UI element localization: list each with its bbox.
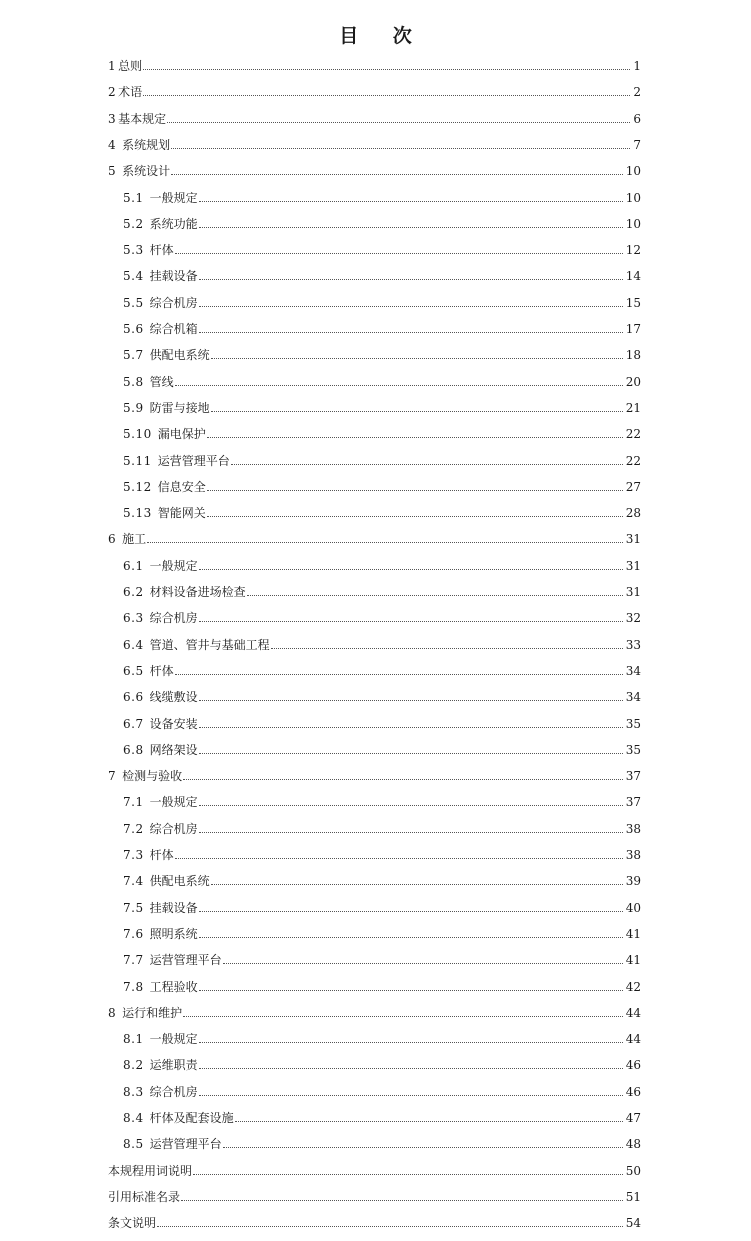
toc-entry-page-number: 42 [625, 979, 641, 994]
toc-entry-page-number: 34 [625, 690, 641, 705]
toc-entry-label: 本规程用词说明 [108, 1163, 193, 1178]
dot-leader [171, 173, 623, 175]
toc-entry-label: 综合机房 [149, 821, 198, 836]
toc-entry[interactable] [123, 1131, 641, 1151]
toc-entry-label: 综合机房 [149, 611, 198, 626]
toc-entry-page-number: 7 [633, 137, 641, 152]
dot-leader [175, 384, 623, 386]
toc-entry-page-number: 20 [625, 374, 641, 389]
toc-entry[interactable] [123, 263, 641, 283]
toc-entry-label: 运营管理平台 [157, 453, 230, 468]
toc-entry-page-number: 39 [625, 874, 641, 889]
dot-leader [207, 436, 623, 438]
toc-entry[interactable] [123, 448, 641, 468]
toc-entry-number: 6.1 [123, 558, 144, 573]
dot-leader [207, 515, 623, 517]
dot-leader [207, 489, 623, 491]
toc-entry-label: 杆体 [149, 243, 174, 258]
dot-leader [199, 989, 623, 991]
toc-entry-number: 8.5 [123, 1137, 144, 1152]
toc-entry-page-number: 46 [625, 1058, 641, 1073]
toc-entry[interactable] [108, 1210, 641, 1230]
toc-entry[interactable] [108, 1184, 641, 1204]
toc-entry-number: 6.8 [123, 742, 144, 757]
toc-entry-page-number: 33 [625, 637, 641, 652]
dot-leader [223, 962, 623, 964]
toc-entry-label: 供配电系统 [149, 874, 210, 889]
dot-leader [211, 357, 623, 359]
dot-leader [199, 831, 623, 833]
toc-entry-label: 运营管理平台 [149, 1137, 222, 1152]
dot-leader [199, 226, 623, 228]
toc-entry-number: 5.3 [123, 243, 144, 258]
toc-entry[interactable] [108, 132, 641, 152]
dot-leader [199, 910, 623, 912]
dot-leader [175, 673, 623, 675]
toc-entry[interactable] [123, 895, 641, 915]
toc-entry[interactable] [123, 237, 641, 257]
toc-entry-label: 防雷与接地 [149, 400, 210, 415]
toc-entry-number: 7.4 [123, 874, 144, 889]
toc-entry-label: 管线 [149, 374, 174, 389]
toc-entry-label: 材料设备进场检查 [149, 585, 246, 599]
toc-entry-page-number: 54 [625, 1216, 641, 1231]
toc-entry-page-number: 47 [625, 1111, 641, 1125]
toc-entry[interactable] [123, 711, 641, 731]
toc-entry-label: 系统功能 [149, 216, 198, 231]
toc-entry-page-number: 50 [625, 1163, 641, 1178]
dot-leader [175, 857, 623, 859]
toc-entry-label: 漏电保护 [157, 427, 206, 442]
toc-entry-number: 5.12 [123, 479, 152, 494]
toc-entry-page-number: 44 [625, 1005, 641, 1020]
toc-entry[interactable] [108, 526, 641, 546]
toc-entry-label: 基本规定 [118, 111, 167, 126]
toc-entry-label: 施工 [122, 532, 147, 547]
dot-leader [143, 68, 630, 70]
toc-entry-page-number: 34 [625, 663, 641, 678]
toc-entry-label: 线缆敷设 [149, 690, 198, 705]
toc-entry-page-number: 10 [625, 216, 641, 231]
toc-entry[interactable] [123, 684, 641, 704]
toc-entry-number: 8.3 [123, 1084, 144, 1099]
toc-entry[interactable] [123, 553, 641, 573]
toc-entry-number: 6.7 [123, 716, 144, 731]
toc-entry[interactable] [108, 79, 641, 99]
toc-entry-number: 5.7 [123, 348, 144, 363]
dot-leader [199, 726, 623, 728]
toc-entry-page-number: 22 [625, 427, 641, 442]
dot-leader [199, 331, 623, 333]
toc-entry-number: 6.3 [123, 611, 144, 626]
toc-entry-label: 网络架设 [149, 742, 198, 757]
toc-entry-number: 3 [108, 111, 117, 126]
dot-leader [175, 252, 623, 254]
toc-entry[interactable] [123, 1079, 641, 1099]
toc-entry-label: 智能网关 [157, 506, 206, 521]
toc-entry[interactable] [123, 474, 641, 494]
toc-entry-label: 综合机房 [149, 1084, 198, 1099]
toc-entry-page-number: 40 [625, 900, 641, 915]
toc-entry-number: 7 [108, 769, 117, 784]
toc-entry-page-number: 37 [625, 795, 641, 810]
toc-entry[interactable] [123, 579, 641, 599]
toc-entry[interactable] [123, 290, 641, 310]
toc-entry-number: 5.13 [123, 506, 152, 521]
toc-entry-label: 运营管理平台 [149, 953, 222, 968]
toc-entry-page-number: 48 [625, 1137, 641, 1152]
dot-leader [199, 699, 623, 701]
toc-entry-label: 总则 [118, 59, 143, 73]
toc-entry[interactable] [108, 763, 641, 783]
toc-entry-page-number: 35 [625, 742, 641, 757]
toc-entry[interactable] [123, 842, 641, 862]
toc-entry-label: 挂载设备 [149, 269, 198, 284]
dot-leader [199, 1041, 623, 1043]
dot-leader [181, 1199, 623, 1201]
toc-entry-page-number: 27 [625, 479, 641, 494]
toc-entry-label: 系统规划 [122, 137, 171, 152]
toc-entry-page-number: 21 [625, 400, 641, 415]
toc-entry-number: 5 [108, 164, 117, 179]
dot-leader [211, 883, 623, 885]
toc-entry-number: 5.11 [123, 453, 152, 468]
toc-entry-label: 杆体 [149, 848, 174, 862]
toc-entry-label: 管道、管井与基础工程 [149, 637, 270, 652]
toc-entry[interactable] [108, 158, 641, 178]
toc-entry-label: 运行和维护 [122, 1005, 183, 1020]
toc-entry[interactable] [123, 211, 641, 231]
toc-entry[interactable] [123, 342, 641, 362]
toc-entry[interactable] [123, 816, 641, 836]
toc-entry-label: 系统设计 [122, 164, 171, 179]
toc-entry-label: 一般规定 [149, 1032, 198, 1047]
toc-entry-number: 1 [108, 59, 117, 73]
dot-leader [199, 278, 623, 280]
dot-leader [199, 1094, 623, 1096]
toc-entry-number: 2 [108, 85, 117, 100]
toc-entry-number: 6 [108, 532, 117, 547]
toc-entry-number: 4 [108, 137, 117, 152]
toc-entry-label: 照明系统 [149, 926, 198, 941]
dot-leader [147, 541, 623, 543]
dot-leader [199, 200, 623, 202]
toc-entry-label: 挂载设备 [149, 900, 198, 915]
toc-entry[interactable] [123, 185, 641, 205]
toc-entry-page-number: 6 [633, 111, 641, 126]
toc-entry-page-number: 22 [625, 453, 641, 468]
toc-entry-label: 杆体 [149, 663, 174, 678]
toc-entry-label: 条文说明 [108, 1216, 157, 1231]
toc-entry-page-number: 46 [625, 1084, 641, 1099]
dot-leader [235, 1120, 623, 1122]
toc-entry-label: 杆体及配套设施 [149, 1111, 234, 1125]
toc-entry[interactable] [123, 395, 641, 415]
dot-leader [199, 568, 623, 570]
dot-leader [143, 94, 630, 96]
toc-entry-number: 5.6 [123, 322, 144, 336]
dot-leader [199, 620, 623, 622]
page-title: 目 次 [339, 25, 426, 47]
toc-entry-page-number: 32 [625, 611, 641, 626]
dot-leader [171, 147, 630, 149]
dot-leader [167, 121, 630, 123]
toc-entry-number: 8 [108, 1005, 117, 1020]
toc-entry-page-number: 14 [625, 269, 641, 284]
toc-entry-number: 7.3 [123, 848, 144, 862]
dot-leader [199, 305, 623, 307]
toc-entry-page-number: 44 [625, 1032, 641, 1047]
toc-entry-number: 5.9 [123, 400, 144, 415]
toc-entry-label: 运维职责 [149, 1058, 198, 1073]
toc-entry[interactable] [123, 868, 641, 888]
toc-entry[interactable] [123, 658, 641, 678]
toc-entry-page-number: 15 [625, 295, 641, 310]
toc-entry-label: 检测与验收 [122, 769, 183, 784]
toc-entry-number: 5.4 [123, 269, 144, 284]
toc-entry[interactable] [123, 921, 641, 941]
toc-entry-page-number: 10 [625, 190, 641, 205]
toc-entry-number: 5.2 [123, 216, 144, 231]
toc-entry-number: 5.1 [123, 190, 144, 205]
toc-entry-page-number: 41 [625, 926, 641, 941]
toc-entry[interactable] [123, 737, 641, 757]
toc-entry-label: 综合机箱 [149, 322, 198, 336]
dot-leader [157, 1225, 623, 1227]
toc-entry[interactable] [123, 1052, 641, 1072]
toc-entry-label: 信息安全 [157, 479, 206, 494]
toc-entry-label: 工程验收 [149, 979, 198, 994]
toc-entry-page-number: 28 [625, 506, 641, 521]
toc-entry-page-number: 37 [625, 769, 641, 784]
toc-entry-number: 7.7 [123, 953, 144, 968]
toc-entry-label: 一般规定 [149, 795, 198, 810]
toc-entry-page-number: 10 [625, 164, 641, 179]
toc-entry-page-number: 41 [625, 953, 641, 968]
toc-entry-number: 6.6 [123, 690, 144, 705]
toc-entry-label: 引用标准名录 [108, 1189, 181, 1204]
toc-entry-page-number: 1 [633, 59, 641, 73]
toc-entry-page-number: 31 [625, 558, 641, 573]
toc-entry-label: 设备安装 [149, 716, 198, 731]
dot-leader [199, 936, 623, 938]
dot-leader [193, 1173, 623, 1175]
dot-leader [231, 463, 623, 465]
toc-entry[interactable] [123, 789, 641, 809]
dot-leader [199, 752, 623, 754]
toc-entry-number: 7.6 [123, 926, 144, 941]
dot-leader [183, 778, 623, 780]
toc-entry[interactable] [108, 1158, 641, 1178]
dot-leader [271, 647, 623, 649]
toc-entry[interactable] [123, 632, 641, 652]
toc-entry[interactable] [108, 106, 641, 126]
toc-entry-number: 5.5 [123, 295, 144, 310]
toc-entry-label: 综合机房 [149, 295, 198, 310]
toc-entry-label: 术语 [118, 85, 143, 100]
toc-entry[interactable] [123, 1105, 641, 1125]
toc-entry-page-number: 38 [625, 848, 641, 862]
toc-entry-page-number: 2 [633, 85, 641, 100]
toc-entry-page-number: 38 [625, 821, 641, 836]
dot-leader [199, 804, 623, 806]
toc-entry-page-number: 12 [625, 243, 641, 258]
toc-entry-number: 8.4 [123, 1111, 144, 1125]
toc-entry[interactable] [123, 1026, 641, 1046]
dot-leader [247, 594, 623, 596]
toc-entry-label: 一般规定 [149, 558, 198, 573]
toc-entry[interactable] [123, 369, 641, 389]
toc-entry-page-number: 35 [625, 716, 641, 731]
toc-entry[interactable] [123, 605, 641, 625]
toc-entry-number: 5.10 [123, 427, 152, 442]
toc-entry[interactable] [123, 421, 641, 441]
toc-entry-number: 7.1 [123, 795, 144, 810]
toc-entry[interactable] [123, 974, 641, 994]
toc-entry-label: 供配电系统 [149, 348, 210, 363]
toc-entry-page-number: 51 [625, 1189, 641, 1204]
dot-leader [183, 1015, 623, 1017]
toc-entry-number: 6.4 [123, 637, 144, 652]
toc-entry-page-number: 31 [625, 585, 641, 599]
toc-entry-label: 一般规定 [149, 190, 198, 205]
toc-entry-number: 8.2 [123, 1058, 144, 1073]
toc-entry[interactable] [123, 500, 641, 520]
toc-entry-number: 6.5 [123, 663, 144, 678]
toc-entry-number: 6.2 [123, 585, 144, 599]
toc-entry-number: 7.5 [123, 900, 144, 915]
dot-leader [199, 1067, 623, 1069]
toc-entry[interactable] [123, 316, 641, 336]
toc-entry-number: 8.1 [123, 1032, 144, 1047]
toc-entry-number: 5.8 [123, 374, 144, 389]
toc-entry-number: 7.2 [123, 821, 144, 836]
toc-entry[interactable] [123, 947, 641, 967]
dot-leader [223, 1146, 623, 1148]
toc-entry[interactable] [108, 53, 641, 73]
toc-entry-page-number: 17 [625, 322, 641, 336]
toc-entry-page-number: 31 [625, 532, 641, 547]
toc-entry-number: 7.8 [123, 979, 144, 994]
dot-leader [211, 410, 623, 412]
toc-entry-page-number: 18 [625, 348, 641, 363]
toc-entry[interactable] [108, 1000, 641, 1020]
